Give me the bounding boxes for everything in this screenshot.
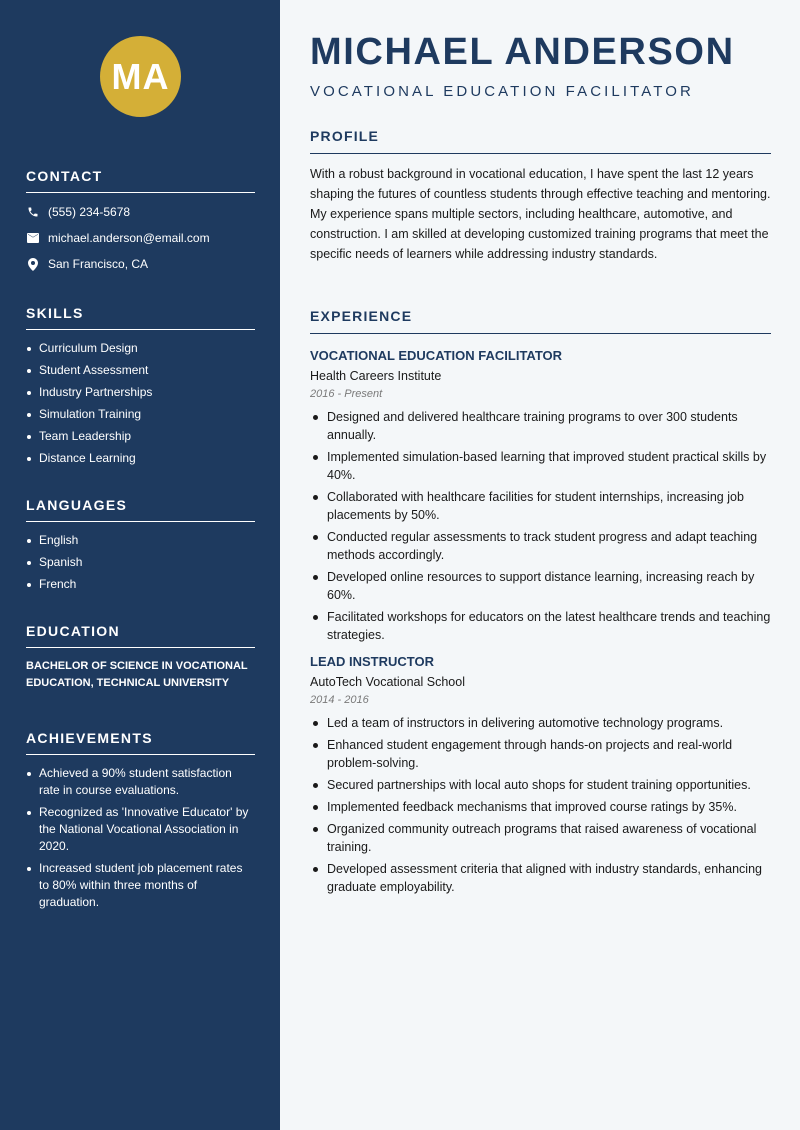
job-bullet: Secured partnerships with local auto shops for student training opportunities.	[310, 776, 771, 794]
job-title: LEAD INSTRUCTOR	[310, 654, 434, 669]
job-bullet: Developed assessment criteria that aligned with industry standards, enhancing graduate employability.	[310, 860, 771, 896]
languages-heading: LANGUAGES	[26, 497, 255, 522]
phone-text[interactable]: (555) 234-5678	[48, 205, 131, 219]
job-entry	[310, 654, 771, 896]
skills-heading: SKILLS	[26, 305, 255, 330]
language-item: English	[26, 532, 255, 549]
job-bullet: Collaborated with healthcare facilities for student internships, increasing job placements by 50%.	[310, 488, 771, 524]
skill-item: Team Leadership	[26, 428, 255, 445]
education-heading: EDUCATION	[26, 623, 255, 648]
contact-email	[26, 225, 255, 251]
job-bullet: Implemented simulation-based learning that improved student practical skills by 40%.	[310, 448, 771, 484]
location-text: San Francisco, CA	[48, 257, 149, 271]
achievement-item: Increased student job placement rates to 80% within three months of graduation.	[26, 860, 255, 911]
profile-text: With a robust background in vocational education, I have spent the last 12 years shaping the futures of countless students through effective teaching and mentoring. My experience spans multiple sectors, including healthcare, automotive, and construction. I am skilled at developing customized training programs that meet the specific needs of learners while addressing industry standards.	[310, 167, 771, 261]
job-bullet: Conducted regular assessments to track student progress and adapt teaching methods accordingly.	[310, 528, 771, 564]
contact-section	[26, 168, 255, 277]
email-icon	[26, 232, 39, 245]
avatar	[100, 36, 181, 117]
achievements-heading: ACHIEVEMENTS	[26, 730, 255, 755]
contact-heading: CONTACT	[26, 168, 255, 193]
languages-list	[26, 532, 255, 593]
job-bullet: Organized community outreach programs that raised awareness of vocational training.	[310, 820, 771, 856]
job-bullets	[310, 408, 771, 644]
achievements-list	[26, 765, 255, 911]
job-company: Health Careers Institute	[310, 369, 442, 383]
skill-item: Industry Partnerships	[26, 384, 255, 401]
job-bullet: Implemented feedback mechanisms that improved course ratings by 35%.	[310, 798, 771, 816]
skill-item: Distance Learning	[26, 450, 255, 467]
skill-item: Curriculum Design	[26, 340, 255, 357]
profile-heading: PROFILE	[310, 128, 771, 154]
achievements-section	[26, 730, 255, 916]
job-dates: 2016 - Present	[310, 388, 383, 400]
sidebar	[0, 0, 280, 1130]
contact-location	[26, 251, 255, 277]
job-bullet: Designed and delivered healthcare training programs to over 300 students annually.	[310, 408, 771, 444]
job-bullet: Developed online resources to support distance learning, increasing reach by 60%.	[310, 568, 771, 604]
experience-section	[310, 308, 771, 900]
job-bullet: Led a team of instructors in delivering automotive technology programs.	[310, 714, 771, 732]
skills-list	[26, 340, 255, 467]
person-name: MICHAEL ANDERSON	[310, 31, 735, 73]
experience-heading: EXPERIENCE	[310, 308, 771, 334]
language-item: French	[26, 576, 255, 593]
job-bullet: Facilitated workshops for educators on the latest healthcare trends and teaching strategies.	[310, 608, 771, 644]
languages-section	[26, 497, 255, 598]
job-entry	[310, 348, 771, 644]
job-dates: 2014 - 2016	[310, 694, 369, 706]
contact-phone	[26, 199, 255, 225]
job-title: VOCATIONAL EDUCATION FACILITATOR	[310, 348, 563, 363]
achievement-item: Recognized as 'Innovative Educator' by the National Vocational Association in 2020.	[26, 804, 255, 855]
education-degree: BACHELOR OF SCIENCE IN VOCATIONAL EDUCATION, TECHNICAL UNIVERSITY	[26, 660, 248, 689]
location-pin-icon	[26, 258, 39, 271]
job-company: AutoTech Vocational School	[310, 675, 465, 689]
job-bullet: Enhanced student engagement through hands-on projects and real-world problem-solving.	[310, 736, 771, 772]
avatar-initials: MA	[111, 55, 170, 97]
job-headline: VOCATIONAL EDUCATION FACILITATOR	[310, 83, 694, 100]
profile-section	[310, 128, 771, 264]
language-item: Spanish	[26, 554, 255, 571]
phone-icon	[26, 206, 39, 219]
job-bullets	[310, 714, 771, 896]
education-section	[26, 623, 255, 692]
skill-item: Student Assessment	[26, 362, 255, 379]
email-text[interactable]: michael.anderson@email.com	[48, 231, 210, 245]
skills-section	[26, 305, 255, 472]
achievement-item: Achieved a 90% student satisfaction rate in course evaluations.	[26, 765, 255, 799]
skill-item: Simulation Training	[26, 406, 255, 423]
